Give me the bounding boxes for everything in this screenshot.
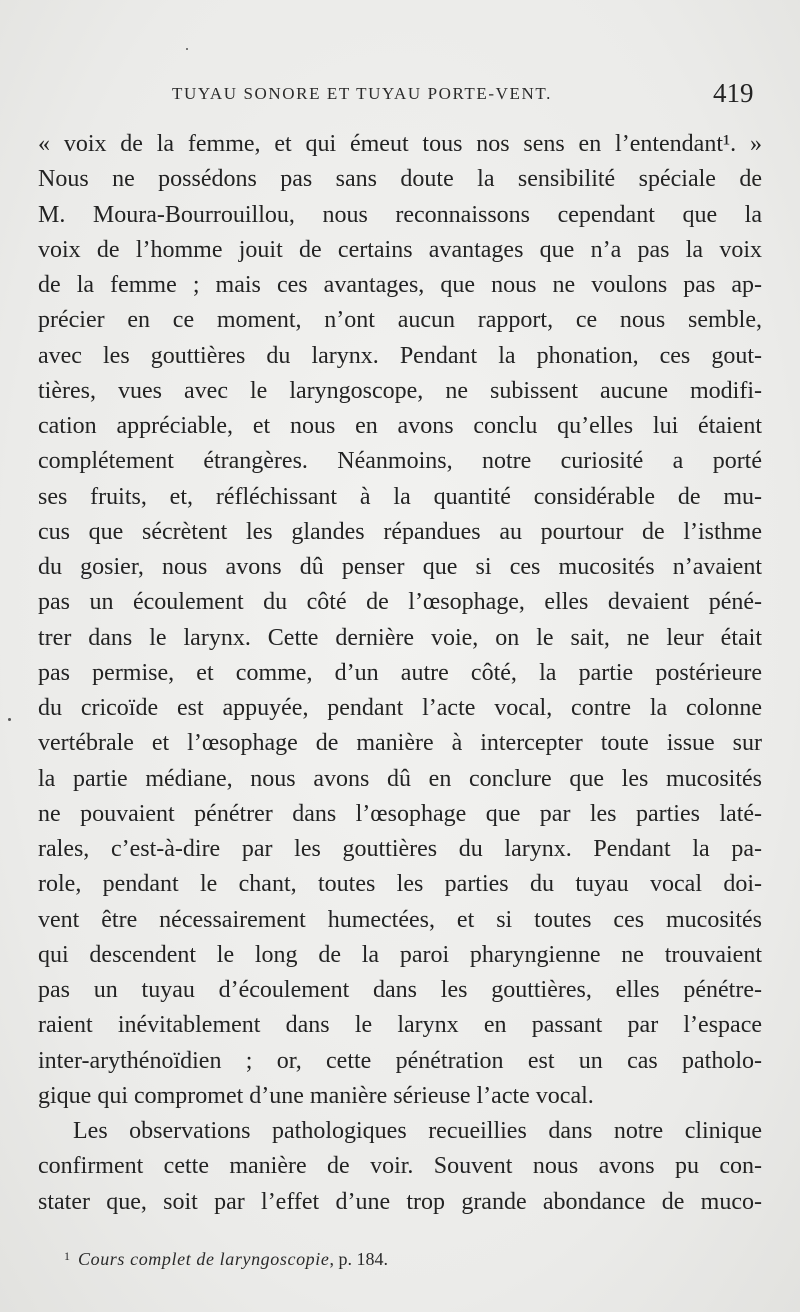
text-line: cation appréciable, et nous en avons conclu qu’elles lui étaient [38,413,762,439]
footnote [64,1249,388,1270]
text-line: avec les gouttières du larynx. Pendant la phonation, ces gout- [38,342,762,369]
footnote-mark: 1 [64,1249,70,1263]
text-line: raient inévitablement dans le larynx en passant par l’espace [38,1012,762,1039]
text-line: du gosier, nous avons dû penser que si ces mucosités n’avaient [38,554,762,580]
text-line: du cricoïde est appuyée, pendant l’acte vocal, contre la colonne [38,695,762,721]
text-line: voix de l’homme jouit de certains avantages que n’a pas la voix [38,236,762,263]
paragraph-end-line: gique qui compromet d’une manière sérieuse l’acte vocal. [38,1082,594,1109]
text-line: rales, c’est-à-dire par les gouttières du larynx. Pendant la pa- [38,836,762,862]
text-line: tières, vues avec le laryngoscope, ne subissent aucune modifi- [38,377,762,404]
footnote-page-ref: , p. 184. [329,1249,388,1269]
body-text [38,127,762,1220]
text-line: de la femme ; mais ces avantages, que nous ne voulons pas ap- [38,272,762,298]
text-line: pas permise, et comme, d’un autre côté, la partie postérieure [38,659,762,686]
text-line: ses fruits, et, réfléchissant à la quantité considérable de mu- [38,483,762,510]
page-header [0,78,800,114]
text-line: « voix de la femme, et qui émeut tous nos sens en l’entendant¹. » [38,131,762,157]
text-line: trer dans le larynx. Cette dernière voie, on le sait, ne leur était [38,624,762,651]
text-line: précier en ce moment, n’ont aucun rapport, ce nous semble, [38,307,762,334]
page-number: 419 [713,78,754,108]
margin-speck [186,48,188,50]
text-line: ne pouvaient pénétrer dans l’œsophage que par les parties laté- [38,800,762,827]
text-line: la partie médiane, nous avons dû en conclure que les mucosités [38,765,762,792]
running-title: TUYAU SONORE ET TUYAU PORTE-VENT. [172,84,552,103]
text-line: Nous ne possédons pas sans doute la sensibilité spéciale de [38,166,762,193]
text-line: role, pendant le chant, toutes les parties du tuyau vocal doi- [38,871,762,898]
text-line: qui descendent le long de la paroi pharyngienne ne trouvaient [38,941,762,968]
text-line: complétement étrangères. Néanmoins, notre curiosité a porté [38,448,762,475]
text-line: pas un tuyau d’écoulement dans les gouttières, elles pénétre- [38,977,762,1003]
text-line: stater que, soit par l’effet d’une trop grande abondance de muco- [38,1188,762,1215]
text-line: confirment cette manière de voir. Souvent nous avons pu con- [38,1153,762,1180]
text-line: vertébrale et l’œsophage de manière à intercepter toute issue sur [38,730,762,757]
text-line: inter-arythénoïdien ; or, cette pénétration est un cas patholo- [38,1047,762,1074]
text-line: M. Moura-Bourrouillou, nous reconnaissons cependant que la [38,201,762,228]
text-line: cus que sécrètent les glandes répandues au pourtour de l’isthme [38,518,762,545]
text-line: pas un écoulement du côté de l’œsophage, elles devaient péné- [38,589,762,616]
text-line: vent être nécessairement humectées, et si toutes ces mucosités [38,906,762,933]
margin-speck [8,718,11,721]
footnote-work-title: Cours complet de laryngoscopie [78,1249,330,1269]
paragraph-start-line: Les observations pathologiques recueillies dans notre clinique [73,1118,762,1144]
